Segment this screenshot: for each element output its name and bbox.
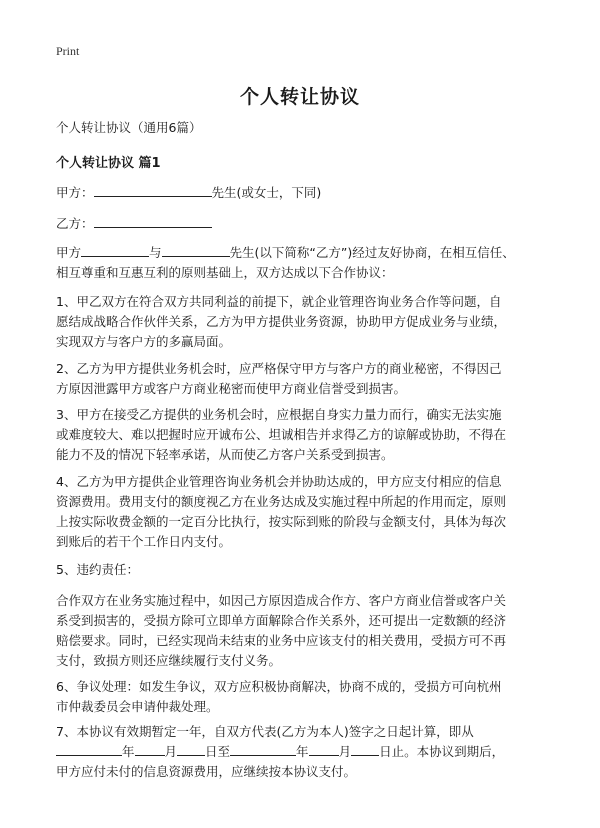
party-a-suffix: 先生(或女士，下同) bbox=[211, 185, 322, 200]
clause-2-line: 2、乙方为甲方提供业务机会时，应严格保守甲方与客户方的商业秘密，不得因己 bbox=[56, 361, 502, 376]
clause-7-line-1: 7、本协议有效期暂定一年，自双方代表(乙方为本人)签字之日起计算，即从 bbox=[56, 724, 474, 739]
clause-1 bbox=[56, 292, 546, 352]
clause-5-heading: 5、违约责任： bbox=[56, 562, 139, 577]
clause-1-line: 愿结成战略合作伙伴关系，乙方为甲方提供业务资源，协助甲方促成业务与业绩， bbox=[56, 314, 507, 329]
clause-1-line: 实现双方与客户方的多赢局面。 bbox=[56, 334, 232, 349]
start-day-label: 日至 bbox=[205, 744, 231, 759]
clause-7-line-2 bbox=[56, 742, 546, 762]
clause-3-line: 3、甲方在接受乙方提供的业务机会时，应根据自身实力量力而行，确实无法实施 bbox=[56, 407, 502, 422]
intro-paragraph bbox=[56, 243, 546, 283]
intro-party-a: 甲方 bbox=[56, 245, 82, 260]
party-a-line bbox=[56, 183, 321, 201]
party-b-blank bbox=[94, 215, 212, 228]
end-day-label: 日止。本协议到期后， bbox=[379, 744, 505, 759]
party-b-line bbox=[56, 214, 212, 232]
party-b-label: 乙方： bbox=[56, 216, 94, 231]
start-day-blank bbox=[177, 743, 205, 756]
clause-6-line: 市仲裁委员会申请仲裁处理。 bbox=[56, 699, 219, 714]
intro-blank-b bbox=[162, 244, 230, 257]
page-title: 个人转让协议 bbox=[239, 86, 360, 108]
party-a-blank bbox=[94, 184, 212, 197]
clause-4 bbox=[56, 472, 546, 552]
section-title: 个人转让协议 篇1 bbox=[56, 156, 161, 171]
start-month-label: 月 bbox=[164, 744, 178, 759]
clause-6-line: 6、争议处理：如发生争议，双方应积极协商解决，协商不成的，受损方可向杭州 bbox=[56, 679, 502, 694]
clause-5-line: 赔偿要求。同时，已经实现尚未结束的业务中应该支付的相关费用，受损方可不再 bbox=[56, 633, 507, 648]
clause-4-line: 到账后的若干个工作日内支付。 bbox=[56, 534, 232, 549]
start-year-label: 年 bbox=[122, 744, 135, 759]
start-year-blank bbox=[56, 743, 122, 756]
clause-5-line: 合作双方在业务实施过程中，如因己方原因造成合作方、客户方商业信誉或客户关 bbox=[56, 593, 507, 608]
clause-5-line: 支付，致损方则还应继续履行支付义务。 bbox=[56, 653, 282, 668]
start-month-blank bbox=[135, 743, 165, 756]
clause-4-line: 上按实际收费金额的一定百分比执行，按实际到账的阶段与金额支付，具体为每次 bbox=[56, 514, 507, 529]
clause-5 bbox=[56, 591, 546, 671]
clause-5-line: 系受到损害的，受损方除可立即单方面解除合作关系外，还可提出一定数额的经济 bbox=[56, 613, 507, 628]
intro-line-1 bbox=[56, 243, 546, 263]
end-month-label: 月 bbox=[338, 744, 352, 759]
clause-6 bbox=[56, 677, 546, 717]
end-month-blank bbox=[309, 743, 339, 756]
clause-5-title bbox=[56, 560, 546, 580]
document-subtitle: 个人转让协议（通用6篇） bbox=[56, 120, 202, 135]
intro-line-1-rest: 先生(以下简称“乙方”)经过友好协商，在相互信任、 bbox=[229, 245, 515, 260]
clause-2 bbox=[56, 359, 546, 399]
party-a-label: 甲方： bbox=[56, 185, 94, 200]
end-year-blank bbox=[230, 743, 296, 756]
clause-4-line: 资源费用。费用支付的额度视乙方在业务达成及实施过程中所起的作用而定，原则 bbox=[56, 494, 507, 509]
intro-blank-a bbox=[81, 244, 149, 257]
clause-4-line: 4、乙方为甲方提供企业管理咨询业务机会并协助达成的，甲方应支付相应的信息 bbox=[56, 474, 502, 489]
clause-3-line: 能力不及的情况下轻率承诺，从而使乙方客户关系受到损害。 bbox=[56, 447, 394, 462]
end-day-blank bbox=[351, 743, 379, 756]
clause-7-line-3: 甲方应付未付的信息资源费用，应继续按本协议支付。 bbox=[56, 764, 357, 779]
clause-2-line: 方原因泄露甲方或客户方商业秘密而使甲方商业信誉受到损害。 bbox=[56, 381, 407, 396]
clause-3 bbox=[56, 405, 546, 465]
end-year-label: 年 bbox=[296, 744, 309, 759]
print-label[interactable]: Print bbox=[56, 44, 80, 58]
intro-and: 与 bbox=[149, 245, 162, 260]
clause-1-line: 1、甲乙双方在符合双方共同利益的前提下，就企业管理咨询业务合作等问题，自 bbox=[56, 294, 502, 309]
intro-line-2: 相互尊重和互惠互利的原则基础上，双方达成以下合作协议： bbox=[56, 265, 394, 280]
clause-7 bbox=[56, 722, 546, 782]
clause-3-line: 或难度较大、难以把握时应开诚布公、坦诚相告并求得乙方的谅解或协助，不得在 bbox=[56, 427, 507, 442]
